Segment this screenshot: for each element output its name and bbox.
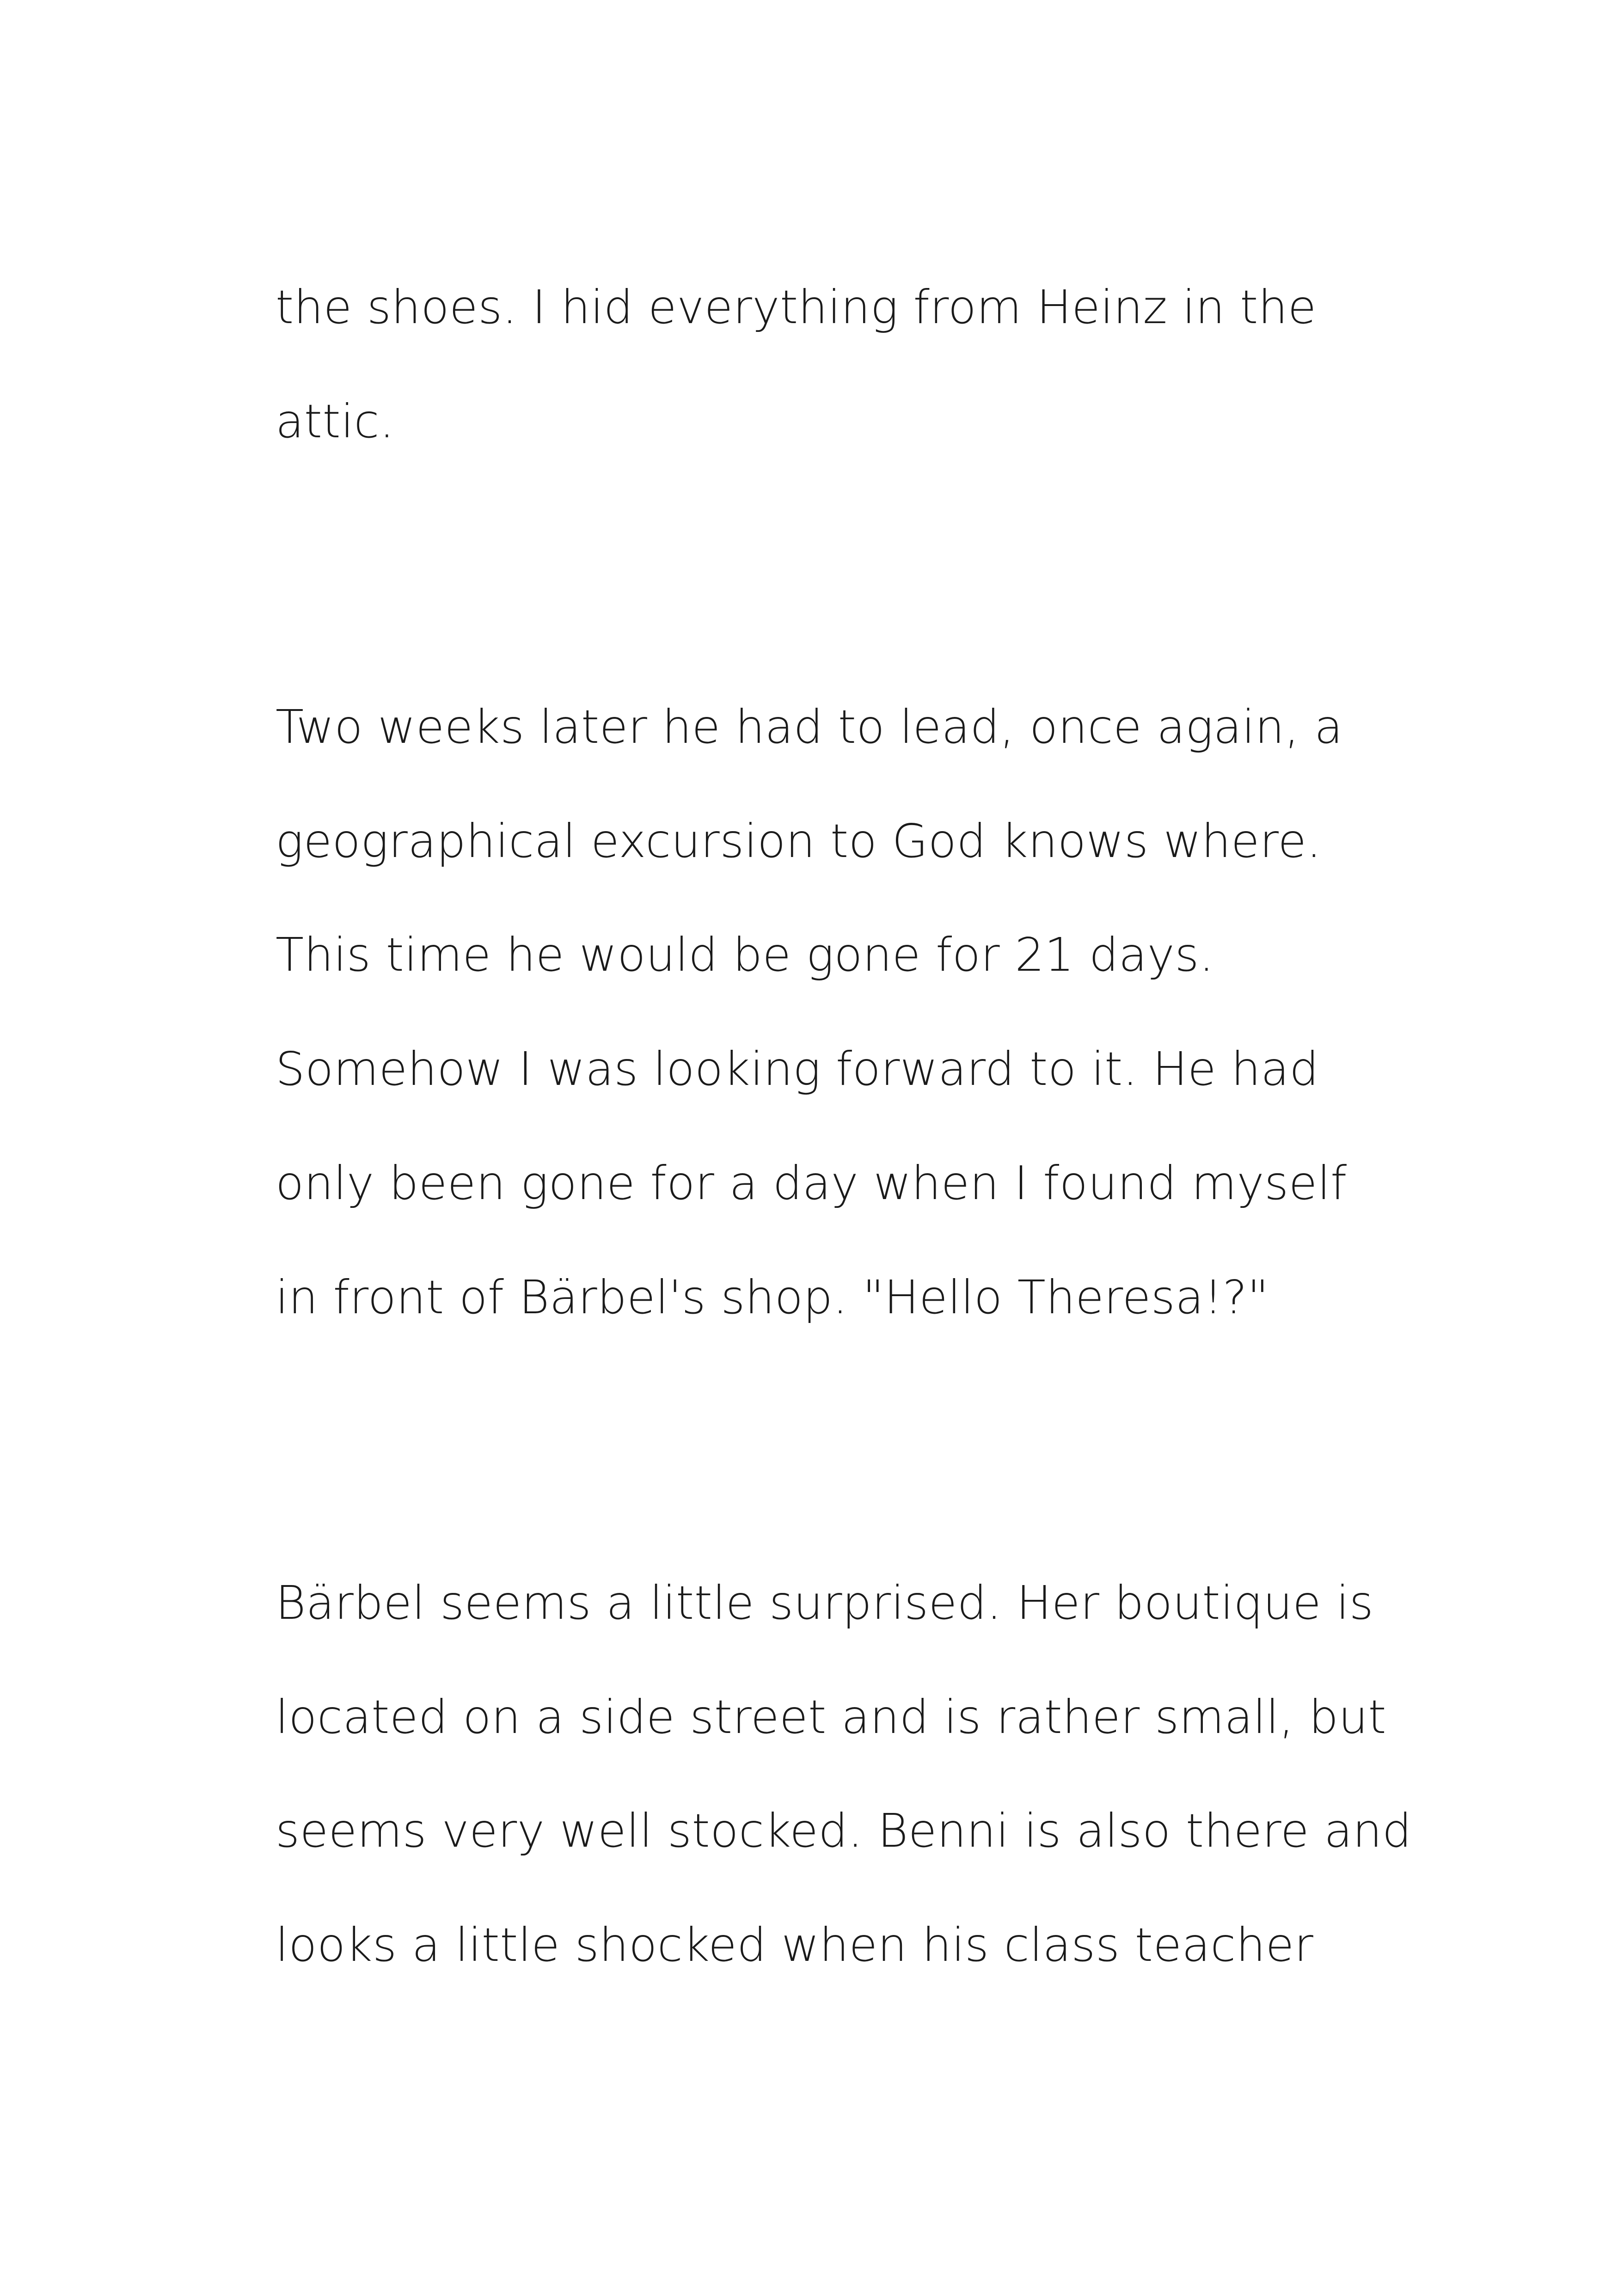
paragraph-line: Somehow I was looking forward to it. He had <box>276 1042 1319 1096</box>
paragraph-line: Two weeks later he had to lead, once again, a <box>276 700 1343 754</box>
paragraph-line: Bärbel seems a little surprised. Her boutique is <box>276 1576 1374 1630</box>
paragraph-line: attic. <box>276 394 395 448</box>
paragraph-line: geographical excursion to God knows where. <box>276 814 1322 868</box>
paragraph-line: seems very well stocked. Benni is also there and <box>276 1804 1412 1858</box>
paragraph-line: the shoes. I hid everything from Heinz in the <box>276 280 1317 334</box>
paragraph-line: located on a side street and is rather small, but <box>276 1690 1387 1744</box>
paragraph-line: This time he would be gone for 21 days. <box>276 928 1214 982</box>
paragraph-line: only been gone for a day when I found myself <box>276 1156 1347 1210</box>
paragraph-line: in front of Bärbel's shop. "Hello Theresa!?" <box>276 1270 1269 1324</box>
paragraph-line: looks a little shocked when his class teacher <box>276 1918 1314 1972</box>
